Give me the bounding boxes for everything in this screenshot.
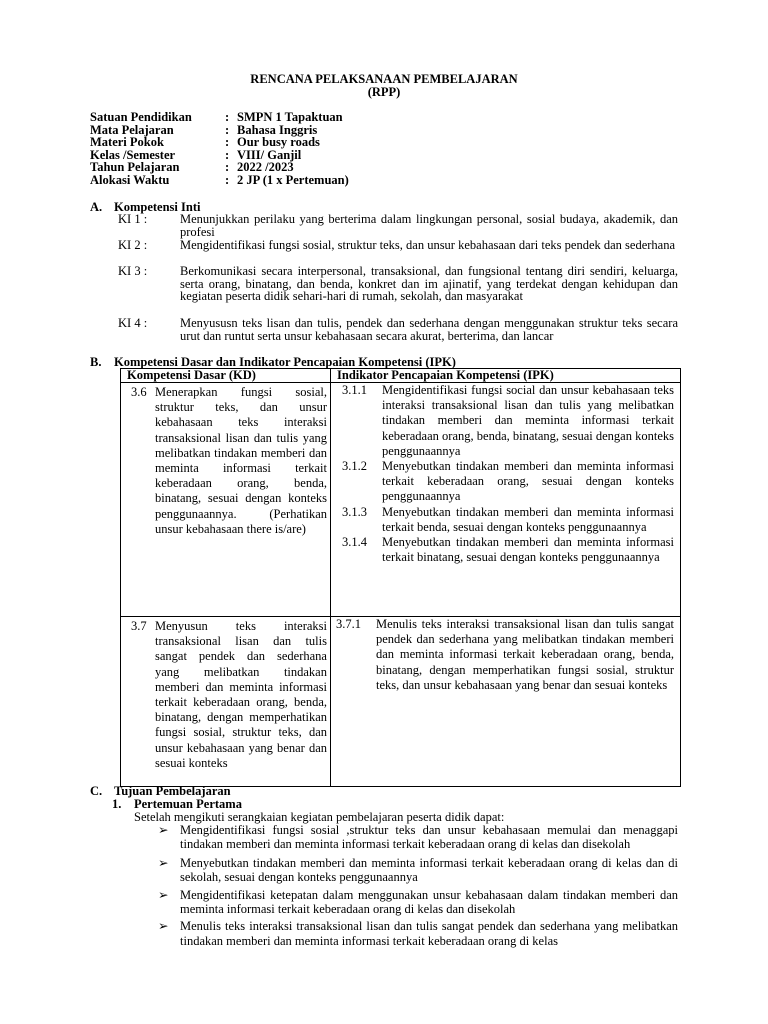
objective-text: Menulis teks interaksi transaksional lisan dan tulis sangat pendek dan sederhana yang melibatkan tindakan memberi dan meminta informasi terkait keberadaan orang di kelas [180,919,678,948]
ki-code: KI 4 : [118,316,148,330]
table-row [121,383,681,617]
identity-value: Our busy roads [237,135,320,149]
ki-code: KI 1 : [118,212,148,226]
identity-colon: : [225,122,230,137]
identity-colon: : [225,147,230,162]
list-item [158,919,678,948]
ipk-text: Menyebutkan tindakan memberi dan meminta informasi terkait binatang, sesuai dengan konteks penggunaannya [382,535,674,565]
kd-text: Menyusun teks interaksi transaksional lisan dan tulis sangat pendek dan sederhana yang melibatkan tindakan memberi dan meminta informasi terkait keberadaan orang, benda, binatang, dengan memperhatikan fungsi sosial, struktur teks, dan unsur kebahasaan yang benar dan sesuai konteks [155,619,327,770]
section-letter: A. [90,200,103,214]
identity-colon: : [225,135,230,149]
identity-value: Bahasa Inggris [237,122,318,137]
kd-cell [121,383,331,617]
kd-number: 3.7 [131,619,147,633]
ki-item [118,317,678,342]
section-title: Kompetensi Inti [114,200,201,214]
meeting-number: 1. [112,797,122,811]
identity-label: Satuan Pendidikan [90,110,192,124]
ipk-number: 3.1.2 [342,459,367,474]
identity-block [90,111,690,186]
identity-label: Alokasi Waktu [90,172,170,187]
identity-row [90,111,690,124]
section-letter: B. [90,355,102,369]
objective-text: Menyebutkan tindakan memberi dan meminta informasi terkait keberadaan orang di kelas dan di sekolah, sesuai dengan konteks penggunaannya [180,855,678,885]
table-header-row [121,369,681,383]
ipk-number: 3.1.4 [342,535,367,550]
ki-code: KI 3 : [118,264,148,278]
ipk-number: 3.1.3 [342,504,367,519]
arrow-bullet-icon: ➢ [158,919,169,934]
ipk-text: Menulis teks interaksi transaksional lisan dan tulis sangat pendek dan sederhana yang melibatkan tindakan memberi dan meminta informasi terkait keberadaan orang, benda, binatang, dengan memperhatikan fungsi sosial, struktur teks, dan unsur kebahasaan yang benar dan sesuai konteks [376,617,674,692]
identity-row [90,161,690,174]
identity-colon: : [225,110,230,124]
kd-entry [121,617,330,773]
ipk-text: Menyebutkan tindakan memberi dan meminta informasi terkait benda, sesuai dengan konteks penggunaannya [382,504,674,534]
ipk-column-header: Indikator Pencapaian Kompetensi (IPK) [331,369,681,383]
arrow-bullet-icon: ➢ [158,887,169,902]
identity-row [90,124,690,137]
list-item [158,823,678,852]
ki-text: Menyususn teks lisan dan tulis, pendek dan sederhana dengan menggunakan struktur teks secara urut dan runtut serta unsur kebahasaan secara akurat, berterima, dan lancar [180,316,678,343]
meeting-title: Pertemuan Pertama [134,797,242,811]
identity-row [90,136,690,149]
ki-text: Mengidentifikasi fungsi sosial, struktur teks, dan unsur kebahasaan dari teks pendek dan sederhana [180,238,676,252]
ipk-item [331,617,680,693]
ki-item [118,213,678,238]
objectives-intro: Setelah mengikuti serangkaian kegiatan pembelajaran peserta didik dapat: [134,810,505,824]
ipk-number: 3.7.1 [336,617,361,631]
section-letter: C. [90,784,103,798]
identity-value: VIII/ Ganjil [237,147,302,162]
ki-item [118,265,678,303]
section-title: Kompetensi Dasar dan Indikator Pencapaian Kompetensi (IPK) [114,355,456,369]
identity-label: Tahun Pelajaran [90,160,180,174]
document-title: RENCANA PELAKSANAAN PEMBELAJARAN [250,72,518,86]
table-row [121,617,681,787]
identity-value: 2 JP (1 x Pertemuan) [237,172,349,187]
ipk-number: 3.1.1 [342,383,367,397]
ipk-item [331,505,680,535]
ipk-text: Menyebutkan tindakan memberi dan meminta informasi terkait keberadaan orang, sesuai dengan konteks penggunaannya [382,459,674,504]
identity-label: Kelas /Semester [90,147,176,162]
ki-text: Menunjukkan perilaku yang berterima dalam lingkungan personal, sosial budaya, akademik, dan profesi [180,212,678,239]
ki-code: KI 2 : [118,238,148,252]
document-subtitle: (RPP) [367,85,401,99]
objectives-list [158,823,678,948]
identity-colon: : [225,172,230,187]
identity-colon: : [225,160,230,174]
identity-label: Materi Pokok [90,135,164,149]
ki-item [118,239,678,252]
ipk-cell [331,617,681,787]
kd-number: 3.6 [131,385,147,399]
ipk-cell [331,383,681,617]
identity-row [90,174,690,187]
identity-value: SMPN 1 Tapaktuan [237,110,343,124]
kd-entry [121,383,330,539]
ipk-item [331,535,680,565]
arrow-bullet-icon: ➢ [158,855,169,870]
ipk-item [331,383,680,459]
kd-cell [121,617,331,787]
objective-text: Mengidentifikasi fungsi sosial ,struktur teks dan unsur kebahasaan memulai dan menaggapi tindakan memberi dan meminta informasi terkait keberadaan orang di kelas dan disekolah [180,823,678,852]
list-item [158,888,678,917]
identity-label: Mata Pelajaran [90,122,174,137]
kd-text: Menerapkan fungsi sosial, struktur teks, dan unsur kebahasaan teks interaksi transaksional lisan dan tulis yang melibatkan tindakan memberi dan meminta informasi terkait keberadaan orang, benda, binatang, sesuai dengan konteks penggunaannya. (Perhatikan unsur kebahasaan there is/are) [155,385,327,536]
ipk-item [331,459,680,505]
section-title: Tujuan Pembelajaran [114,784,231,798]
kd-column-header: Kompetensi Dasar (KD) [121,369,331,383]
ipk-text: Mengidentifikasi fungsi social dan unsur kebahasaan teks interaksi transaksional lisan dan tulis yang melibatkan tindakan memberi dan meminta informasi terkait keberadaan orang, benda, binatang, sesuai dengan konteks penggunaannya [382,383,674,458]
identity-row [90,149,690,162]
arrow-bullet-icon: ➢ [158,823,169,837]
ki-text: Berkomunikasi secara interpersonal, transaksional, dan fungsional tentang diri sendiri, keluarga, serta orang, binatang, dan benda, konkret dan im ajinatif, yang terdekat dengan kehidupan dan kegiatan peserta didik sehari-hari di rumah, sekolah, dan masyarakat [180,264,678,304]
kd-ipk-table [120,368,681,787]
list-item [158,856,678,885]
identity-value: 2022 /2023 [237,160,294,174]
objective-text: Mengidentifikasi ketepatan dalam menggunakan unsur kebahasaan dalam tindakan memberi dan meminta informasi terkait keberadaan orang di kelas dan disekolah [180,887,678,917]
